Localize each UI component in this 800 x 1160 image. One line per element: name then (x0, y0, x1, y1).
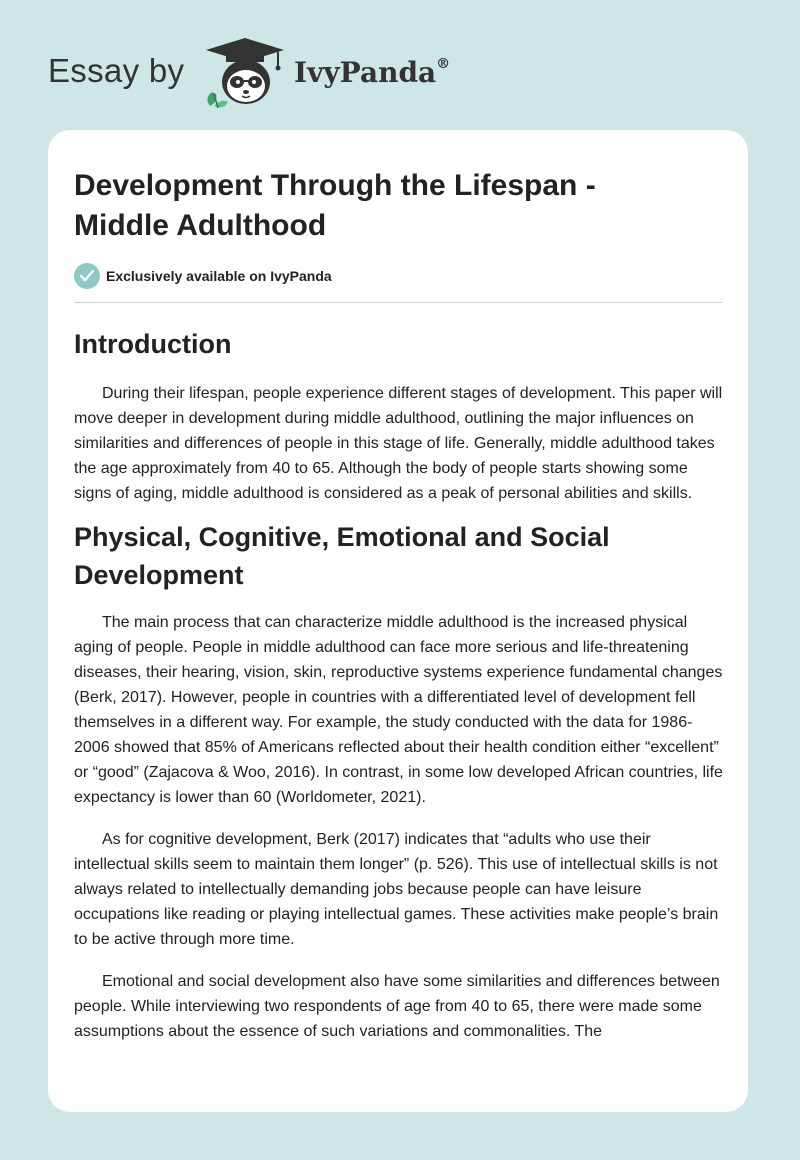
brand-name[interactable] (294, 56, 450, 89)
ivypanda-logo-icon[interactable] (200, 36, 290, 110)
divider (74, 302, 722, 303)
essay-content (74, 166, 724, 1044)
title-line-2: Middle Adulthood (74, 209, 327, 242)
section-heading-introduction: Introduction (74, 329, 232, 359)
brand-label: IvyPanda (294, 56, 437, 89)
essay-by-label: Essay by (48, 52, 185, 89)
page-title (74, 166, 724, 246)
paragraph: Emotional and social development also have some similarities and differences between people. While interviewing two respondents of age from 40 to 65, there were made some assumptions about the essence of such variations and commonalities. The (74, 973, 720, 1040)
exclusive-badge (74, 262, 724, 290)
site-header (48, 32, 748, 112)
section-heading-development: Physical, Cognitive, Emotional and Social Development (74, 522, 610, 590)
essay-card (48, 130, 748, 1112)
paragraph: As for cognitive development, Berk (2017) indicates that “adults who use their intellectual skills seem to maintain them longer” (p. 526). This use of intellectual skills is not always related to intellectually demanding jobs because people can have leisure occupations like reading or playing intellectual games. These activities make people’s brain to be active through more time. (74, 831, 719, 948)
title-line-1: Development Through the Lifespan - (74, 169, 596, 202)
paragraph: The main process that can characterize middle adulthood is the increased physical aging of people. People in middle adulthood can face more serious and life-threatening diseases, their hearing, vision, skin, reproductive systems experience fundamental changes (Berk, 2017). However, people in countries with a differentiated level of development fell themselves in a different way. For example, the study conducted with the data for 1986-2006 showed that 85% of Americans reflected about their health condition either “excellent” or “good” (Zajacova & Woo, 2016). In contrast, in some low developed African countries, life expectancy is lower than 60 (Worldometer, 2021). (74, 614, 723, 806)
registered-mark: ® (436, 55, 451, 72)
check-icon (74, 263, 100, 289)
badge-label: Exclusively available on IvyPanda (106, 268, 332, 284)
paragraph: During their lifespan, people experience different stages of development. This paper will move deeper in development during middle adulthood, outlining the major influences on similarities and differences of people in this stage of life. Generally, middle adulthood takes the age approximately from 40 to 65. Although the body of people starts showing some signs of aging, middle adulthood is considered as a peak of personal abilities and skills. (74, 385, 723, 502)
